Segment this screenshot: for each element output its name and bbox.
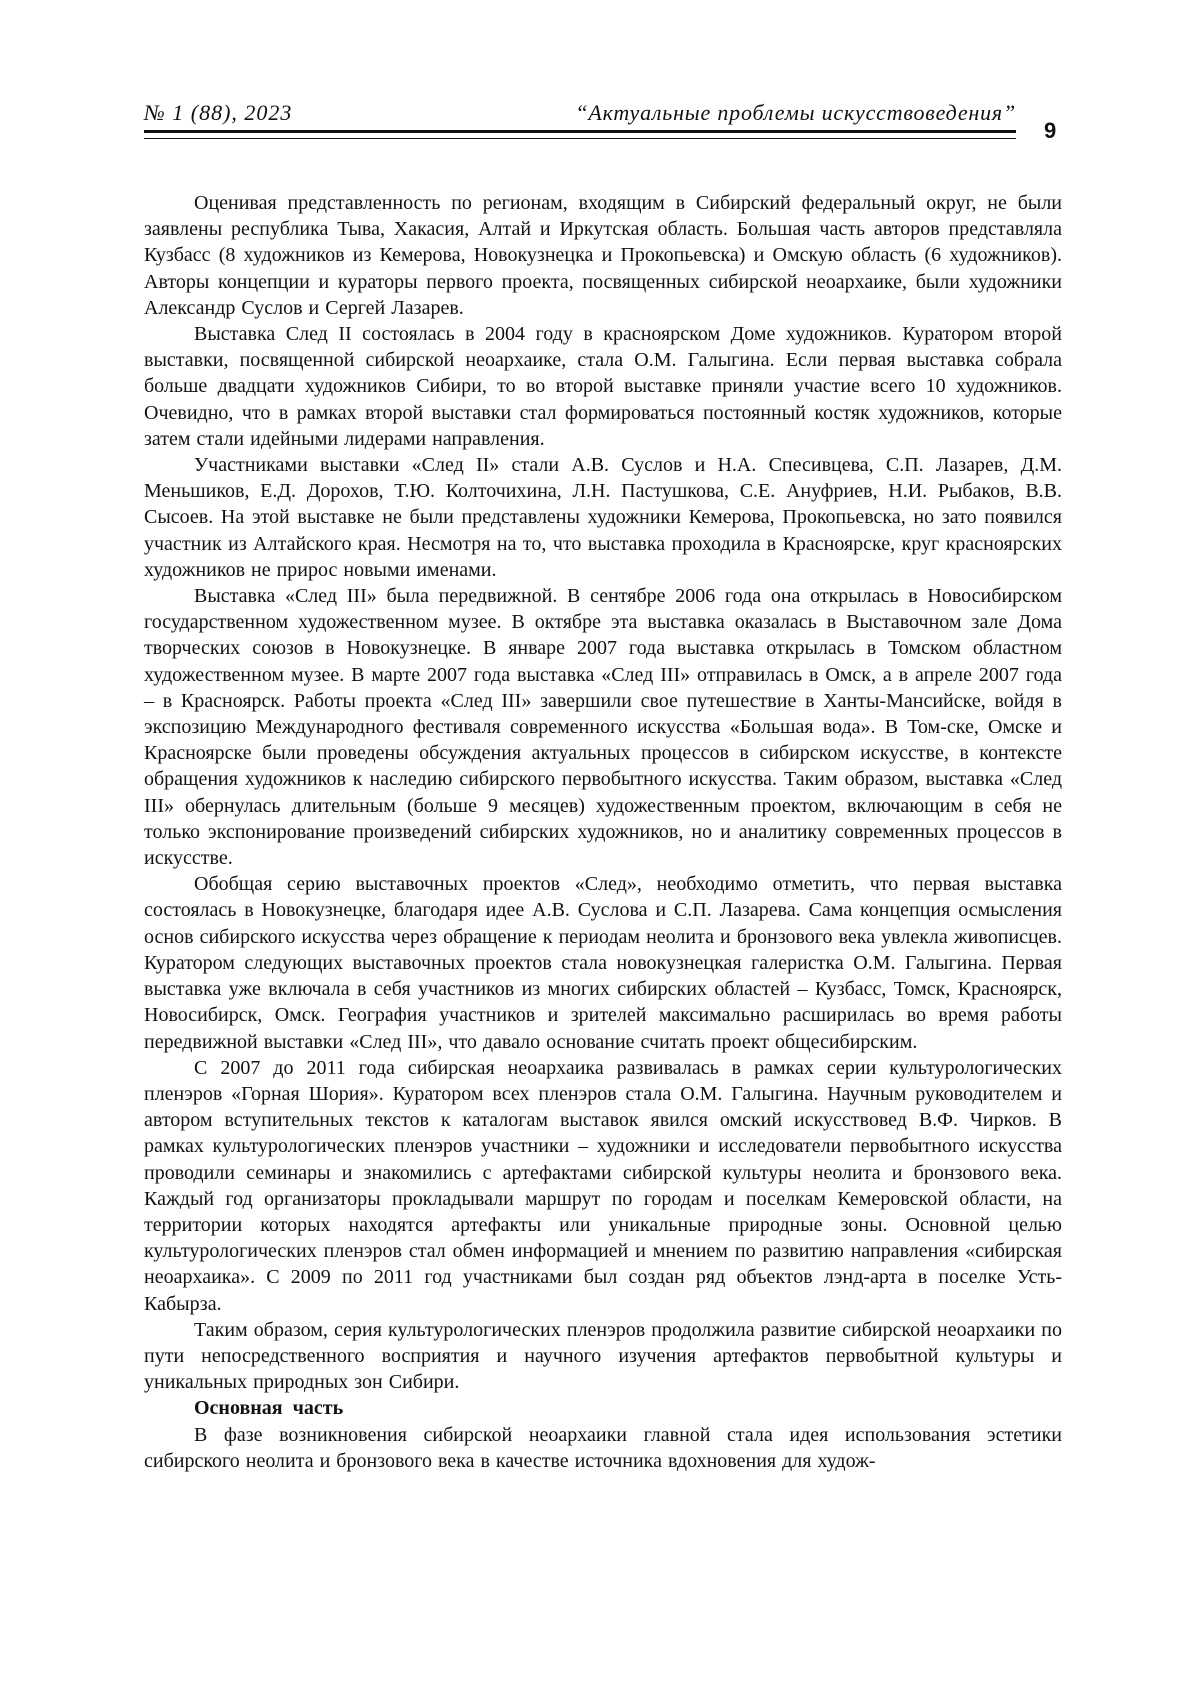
paragraph-8: В фазе возникновения сибирской неоархаики главной стала идея использования эсте­тики сибирского неолита и бронзового века в качестве источника вдохновения для худож- xyxy=(144,1422,1062,1474)
paragraph-4: Выставка «След III» была передвижной. В сентябре 2006 года она открылась в Новосибирском государственном художественном музее. В октябре эта выставка оказалась в Выставочном зале Дома творческих союзов в Новокузнецке. В январе 2007 года выс­тавка открылась в Томском областном художественном музее. В марте 2007 года выстав­ка «След III» отправилась в Омск, а в апреле 2007 года – в Красноярск. Работы проекта «След III» завершили свое путешествие в Ханты-Мансийске, войдя в экспозицию Между­народного фестиваля современного искусства «Большая вода». В Том-ске, Омске и Крас­ноярске были проведены обсуждения актуальных процессов в сибирском искусстве, в кон­тексте обращения художников к наследию сибирского первобытного искусства. Таким об­разом, выставка «След III» обернулась длительным (больше 9 месяцев) художественным проектом, включающим в себя не только экспонирование произведений сибирских художни­ков, но и аналитику современных процессов в искусстве. xyxy=(144,583,1062,871)
article-body xyxy=(144,190,1062,1474)
paragraph-6: С 2007 до 2011 года сибирская неоархаика развивалась в рамках серии культурологи­ческих пленэров «Горная Шория». Куратором всех пленэров стала О.М. Галыгина. Науч­ным руководителем и автором вступительных текстов к каталогам выставок явился ом­ский искусствовед В.Ф. Чирков. В рамках культурологических пленэров участники – худож­ники и исследователи первобытного искусства проводили семинары и знакомились с арте­фактами сибирской культуры неолита и бронзового века. Каждый год организаторы прокла­дывали маршрут по городам и поселкам Кемеровской области, на территории которых находятся артефакты или уникальные природные зоны. Основной целью культурологических пленэров стал обмен информацией и мнением по развитию направления «сибирская неоар­хаика». С 2009 по 2011 год участниками был создан ряд объектов лэнд-арта в поселке Усть-Кабырза. xyxy=(144,1055,1062,1317)
running-header xyxy=(144,100,1016,130)
page-number: 9 xyxy=(1044,118,1056,144)
issue-number: № 1 (88), 2023 xyxy=(144,100,292,126)
paragraph-7: Таким образом, серия культурологических пленэров продолжила развитие сибирской неоархаики по пути непосредственного восприятия и научного изучения артефактов перво­бытной культуры и уникальных природных зон Сибири. xyxy=(144,1317,1062,1396)
paragraph-1: Оценивая представленность по регионам, входящим в Сибирский федеральный округ, не были заявлены республика Тыва, Хакасия, Алтай и Иркутская область. Большая часть авторов представляла Кузбасс (8 художников из Кемерова, Новокузнецка и Прокопьевска) и Омскую область (6 художников). Авторы концепции и кураторы первого проекта, посвя­щенных сибирской неоархаике, были художники Александр Суслов и Сергей Лазарев. xyxy=(144,190,1062,321)
journal-title: “Актуальные проблемы искусствоведения” xyxy=(575,100,1016,126)
paragraph-2: Выставка След II состоялась в 2004 году в красноярском Доме художников. Курато­ром второй выставки, посвященной сибирской неоархаике, стала О.М. Галыгина. Если пер­вая выставка собрала больше двадцати художников Сибири, то во второй выставке приняли участие всего 10 художников. Очевидно, что в рамках второй выставки стал формировать­ся постоянный костяк художников, которые затем стали идейными лидерами направления. xyxy=(144,321,1062,452)
header-rule xyxy=(144,130,1016,139)
section-heading: Основная часть xyxy=(144,1395,1062,1421)
paragraph-5: Обобщая серию выставочных проектов «След», необходимо отметить, что первая выставка состоялась в Новокузнецке, благодаря идее А.В. Суслова и С.П. Лазарева. Сама концепция осмысления основ сибирского искусства через обращение к периодам неолита и бронзового века увлекла живописцев. Куратором следующих выставочных проектов стала новокузнецкая галеристка О.М. Галыгина. Первая выставка уже включала в себя участни­ков из многих сибирских областей – Кузбасс, Томск, Красноярск, Новосибирск, Омск. География участников и зрителей максимально расширилась во время работы передвижной выставки «След III», что давало основание считать проект общесибирским. xyxy=(144,871,1062,1054)
paragraph-3: Участниками выставки «След II» стали А.В. Суслов и Н.А. Спесивцева, С.П. Лаза­рев, Д.М. Меньшиков, Е.Д. Дорохов, Т.Ю. Колточихина, Л.Н. Пастушкова, С.Е. Ануфриев, Н.И. Рыбаков, В.В. Сысоев. На этой выставке не были представлены художники Кемерова, Прокопьевска, но зато появился участник из Алтайского края. Несмотря на то, что выс­тавка проходила в Красноярске, круг красноярских художников не прирос новыми именами. xyxy=(144,452,1062,583)
